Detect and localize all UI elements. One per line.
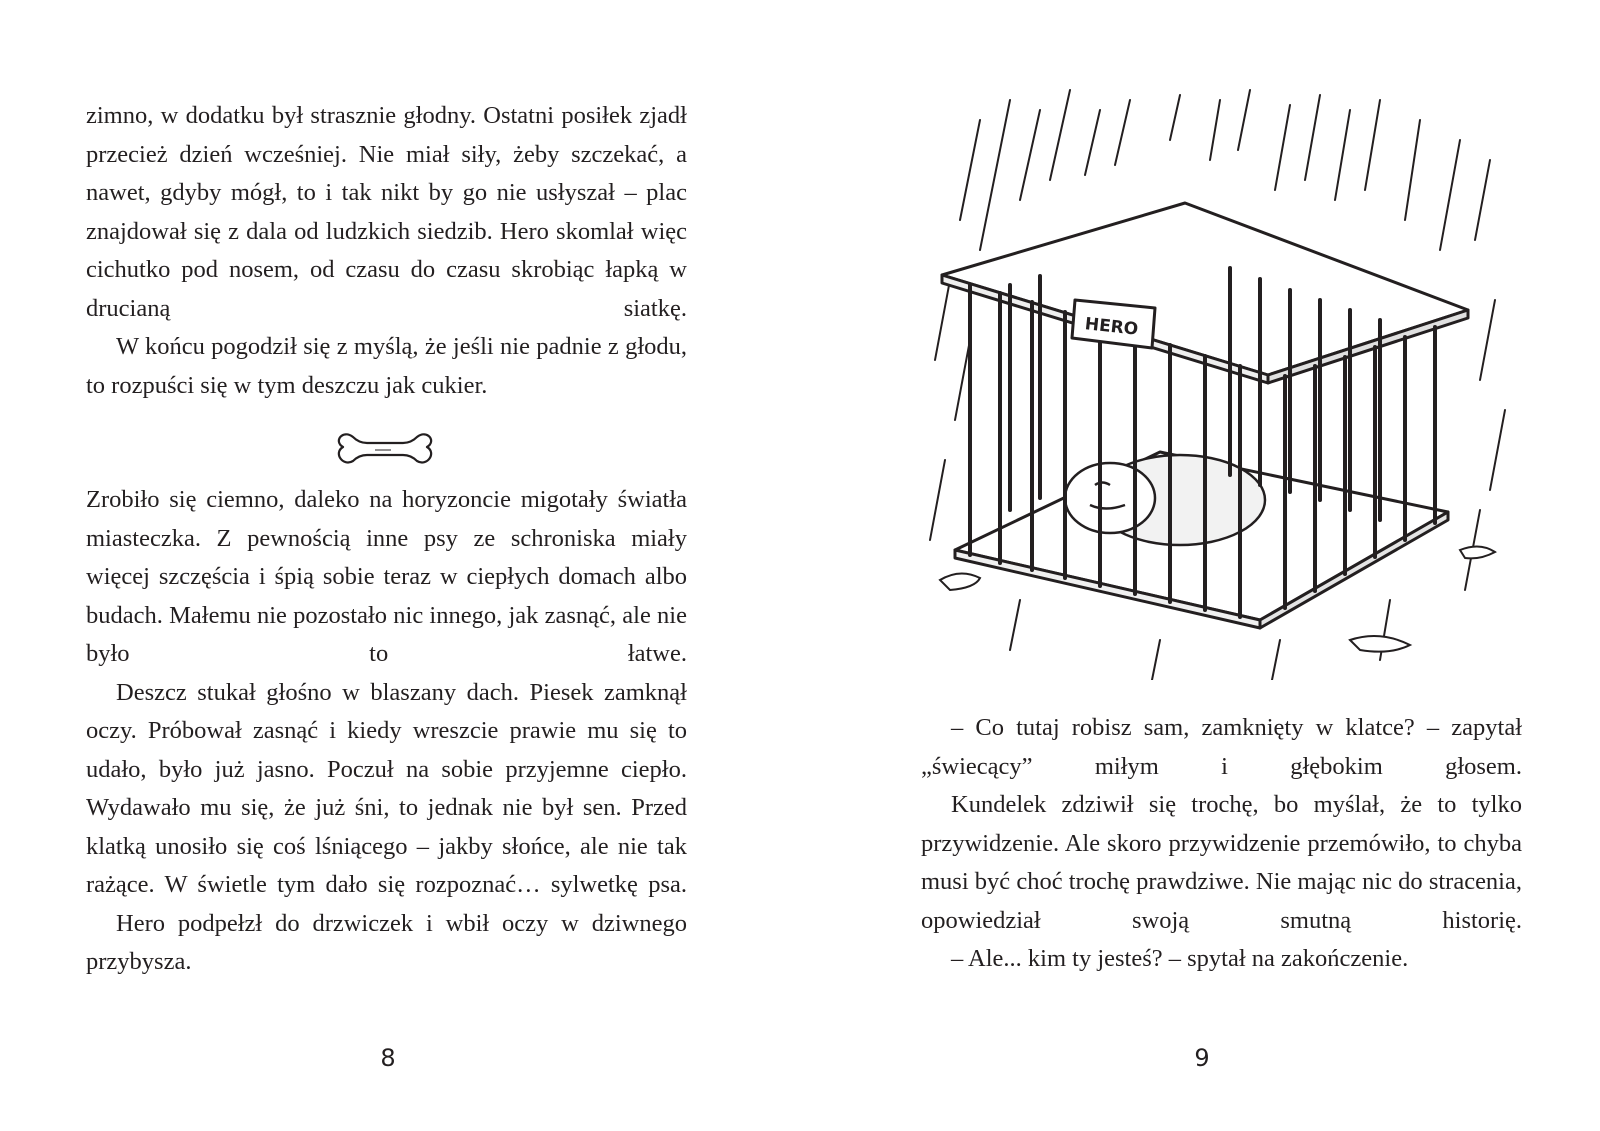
paragraph: Kundelek zdziwił się trochę, bo myślał, że to tylko przywidzenie. Ale skoro przywidzenie przemówiło, to chyba musi być choć trochę prawdziwe. Nie mając nic do stracenia, opowiedział swoją smutną historię. bbox=[921, 791, 1522, 934]
sleeping-dog-icon bbox=[1065, 455, 1265, 545]
dog-in-cage-in-rain-icon bbox=[920, 80, 1520, 680]
paragraph: Zrobiło się ciemno, daleko na horyzoncie migotały światła miasteczka. Z pewnością inne psy ze schroniska miały więcej szczęścia i śpią sobie teraz w ciepłych domach albo budach. Małemu nie pozostało nic innego, jak zasnąć, ale nie było to łatwe. bbox=[86, 486, 687, 667]
cage-roof bbox=[942, 203, 1468, 375]
paragraph: Deszcz stukał głośno w blaszany dach. Piesek zamknął oczy. Próbował zasnąć i kiedy wreszcie prawie mu się to udało, było już jasno. Poczuł na sobie przyjemne ciepło. Wydawało mu się, że już śni, to jednak nie był sen. Przed klatką unosiło się coś lśniącego – jakby słońce, ale nie tak rażące. W świetle tym dało się rozpoznać… sylwetkę psa. bbox=[86, 678, 687, 898]
hero-sign bbox=[1072, 300, 1155, 348]
paragraph: zimno, w dodatku był strasznie głodny. Ostatni posiłek zjadł przecież dzień wcześniej. Nie miał siły, żeby szczekać, a nawet, gdyby mógł, to i tak nikt by go nie usłyszał – plac znajdował się z dala od ludzkich siedzib. Hero skomlał więc cichutko pod nosem, od czasu do czasu skrobiąc łapką w drucianą siatkę. bbox=[86, 102, 687, 322]
bone-icon bbox=[335, 427, 435, 473]
page-number-left: 8 bbox=[380, 1044, 396, 1072]
page-number-right: 9 bbox=[1194, 1044, 1210, 1072]
right-text bbox=[921, 709, 1522, 979]
paragraph: – Ale... kim ty jesteś? – spytał na zakończenie. bbox=[951, 945, 1409, 972]
paragraph: – Co tutaj robisz sam, zamknięty w klatce? – zapytał „świecący” miłym i głębokim głosem. bbox=[921, 714, 1522, 780]
left-text-bottom bbox=[86, 481, 687, 982]
paragraph: W końcu pogodził się z myślą, że jeśli nie padnie z głodu, to rozpuści się w tym deszczu jak cukier. bbox=[86, 333, 687, 399]
svg-text:HERO: HERO bbox=[1083, 314, 1140, 340]
paragraph: Hero podpełzł do drzwiczek i wbił oczy w dziwnego przybysza. bbox=[86, 909, 687, 975]
left-text-top bbox=[86, 97, 687, 405]
